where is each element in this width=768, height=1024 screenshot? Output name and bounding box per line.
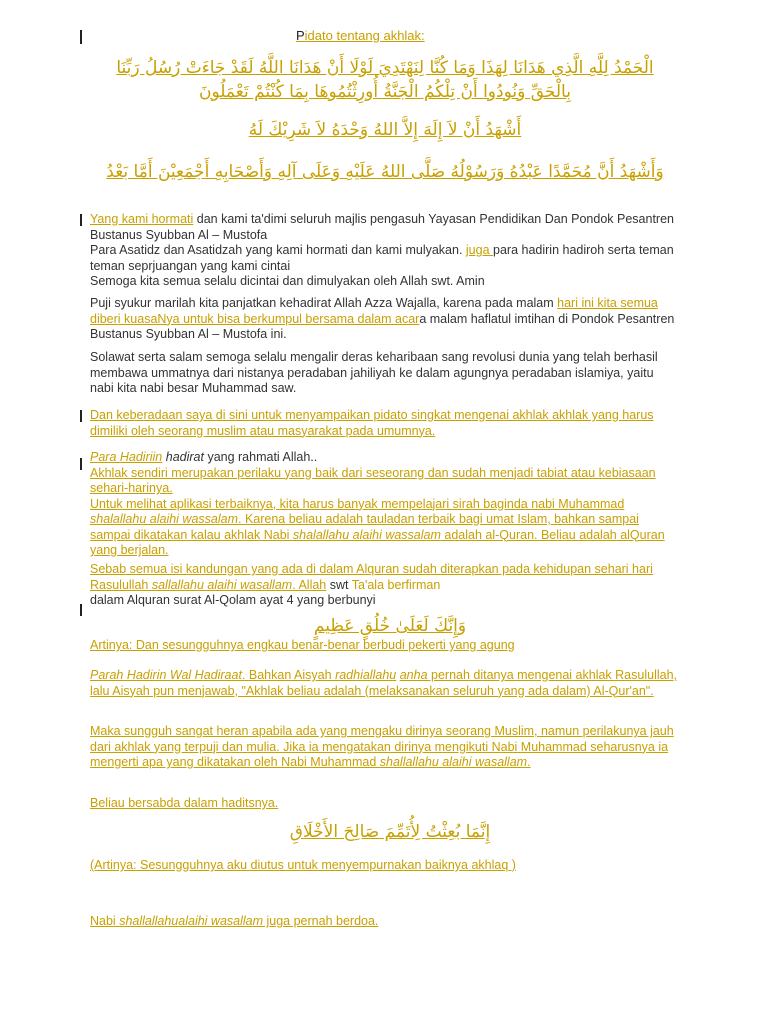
hadith-translation: (Artinya: Sesungguhnya aku diutus untuk menyempurnakan baiknya akhlaq )	[90, 858, 516, 872]
paragraph-salawat: Solawat serta salam semoga selalu mengalir deras keharibaan sang revolusi dunia yang telah berhasil membawa ummatnya dari nistanya peradaban jahiliyah ke dalam agungnya peradaban islamiya, yaitu nabi kita nabi besar Muhammad saw.	[90, 350, 658, 395]
arabic-shahada-1: أَشْهَدُ أَنْ لاَ إِلَهَ إِلاَّ اللهُ وَحْدَهُ لاَ شَرِيْكَ لَهُ	[248, 120, 522, 140]
title-text: idato tentang akhlak:	[304, 28, 425, 43]
verse-translation: Artinya: Dan sesungguhnya engkau benar-benar berbudi pekerti yang agung	[90, 638, 515, 652]
paragraph-definition: Para Hadiriin hadirat yang rahmati Allah.. Akhlak sendiri merupakan perilaku yang baik dari seseorang dan sudah menjadi tabiat atau kebiasaan sehari-harinya. Untuk melihat aplikasi terbaiknya, kita harus banyak mempelajari sirah baginda nabi Muhammad shalallahu alaihi wassalam. Karena beliau adalah tauladan terbaik bagi umat Islam, bahkan sampai sampai dikatakan kalau akhlak Nabi shalallahu alaihi wassalam adalah al-Quran. Beliau adalah alQuran yang berjalan.	[90, 450, 665, 557]
paragraph-gratitude: Puji syukur marilah kita panjatkan kehadirat Allah Azza Wajalla, karena pada malam hari ini kita semua diberi kuasaNya untuk bisa berkumpul bersama dalam acara malam haflatul imtihan di Pondok Pesantren Bustanus Syubban Al – Mustofa ini.	[90, 296, 675, 341]
paragraph-prayer: Nabi shallallahualaihi wasallam juga pernah berdoa.	[90, 914, 379, 928]
arabic-line-2: بِالْحَقِّ وَنُودُوا أَنْ تِلْكُمُ الْجَنَّةُ أُورِثْتُمُوهَا بِمَا كُنْتُمْ تَعْمَلُونَ	[199, 82, 571, 102]
arabic-opening	[95, 56, 675, 104]
arabic-shahada-2: وَأَشْهَدُ أَنَّ مُحَمَّدًا عَبْدُهُ وَرَسُوْلُهُ صَلَّى اللهُ عَلَيْهِ وَعَلَى آلِهِ وَأَصْحَابِهِ أَجْمَعِيْنَ أَمَّا بَعْدُ	[106, 162, 664, 182]
paragraph-hadith-intro: Beliau bersabda dalam haditsnya.	[90, 796, 279, 810]
arabic-verse: وَإِنَّكَ لَعَلَىٰ خُلُقٍ عَظِيمٍ	[313, 616, 467, 636]
paragraph-muslim-behavior: Maka sungguh sangat heran apabila ada yang mengaku dirinya seorang Muslim, namun perilakunya jauh dari akhlak yang terpuji dan mulia. Jika ia mengatakan dirinya mengikuti Nabi Muhammad seharusnya ia mengerti apa yang dikatakan oleh Nabi Muhammad shallallahu alaihi wasallam.	[90, 724, 674, 769]
paragraph-aisyah: Parah Hadirin Wal Hadiraat. Bahkan Aisyah radhiallahu anha pernah ditanya mengenai akhlak Rasulullah, lalu Aisyah pun menjawab, "Akhlak beliau adalah (melaksanakan seluruh yang ada dalam) Al-Qur'an".	[90, 668, 678, 698]
arabic-hadith: إِنَّمَا بُعِثْتُ لِأُتَمِّمَ صَالِحَ الأَخْلَاقِ	[289, 822, 491, 842]
margin-marker	[80, 214, 82, 226]
margin-marker	[80, 604, 82, 616]
page-title	[296, 28, 425, 43]
margin-marker	[80, 458, 82, 470]
paragraph-opening-greeting: Yang kami hormati dan kami ta'dimi seluruh majlis pengasuh Yayasan Pendidikan Dan Pondok Pesantren Bustanus Syubban Al – Mustofa Para Asatidz dan Asatidzah yang kami hormati dan kami mulyakan. juga para hadirin hadiroh serta teman teman seprjuangan yang kami cintai Semoga kita semua selalu dicintai dan dimulyakan oleh Allah swt. Amin	[90, 212, 674, 288]
arabic-line-1: الْحَمْدُ لِلَّهِ الَّذِي هَدَانَا لِهَذَا وَمَا كُنَّا لِنَهْتَدِيَ لَوْلَا أَنْ هَدَانَا اللَّهُ لَقَدْ جَاءَتْ رُسُلُ رَبِّنَا	[116, 58, 654, 78]
paragraph-purpose: Dan keberadaan saya di sini untuk menyampaikan pidato singkat mengenai akhlak akhlak yang harus dimiliki oleh seorang muslim atau masyarakat pada umumnya.	[90, 408, 654, 438]
margin-marker	[80, 30, 82, 44]
title-first-letter: P	[296, 28, 305, 43]
paragraph-quran-reference: Sebab semua isi kandungan yang ada di dalam Alquran sudah diterapkan pada kehidupan sehari hari Rasulullah sallallahu alaihi wasallam. Allah swt Ta'ala berfirman dalam Alquran surat Al-Qolam ayat 4 yang berbunyi	[90, 562, 653, 607]
margin-marker	[80, 410, 82, 422]
